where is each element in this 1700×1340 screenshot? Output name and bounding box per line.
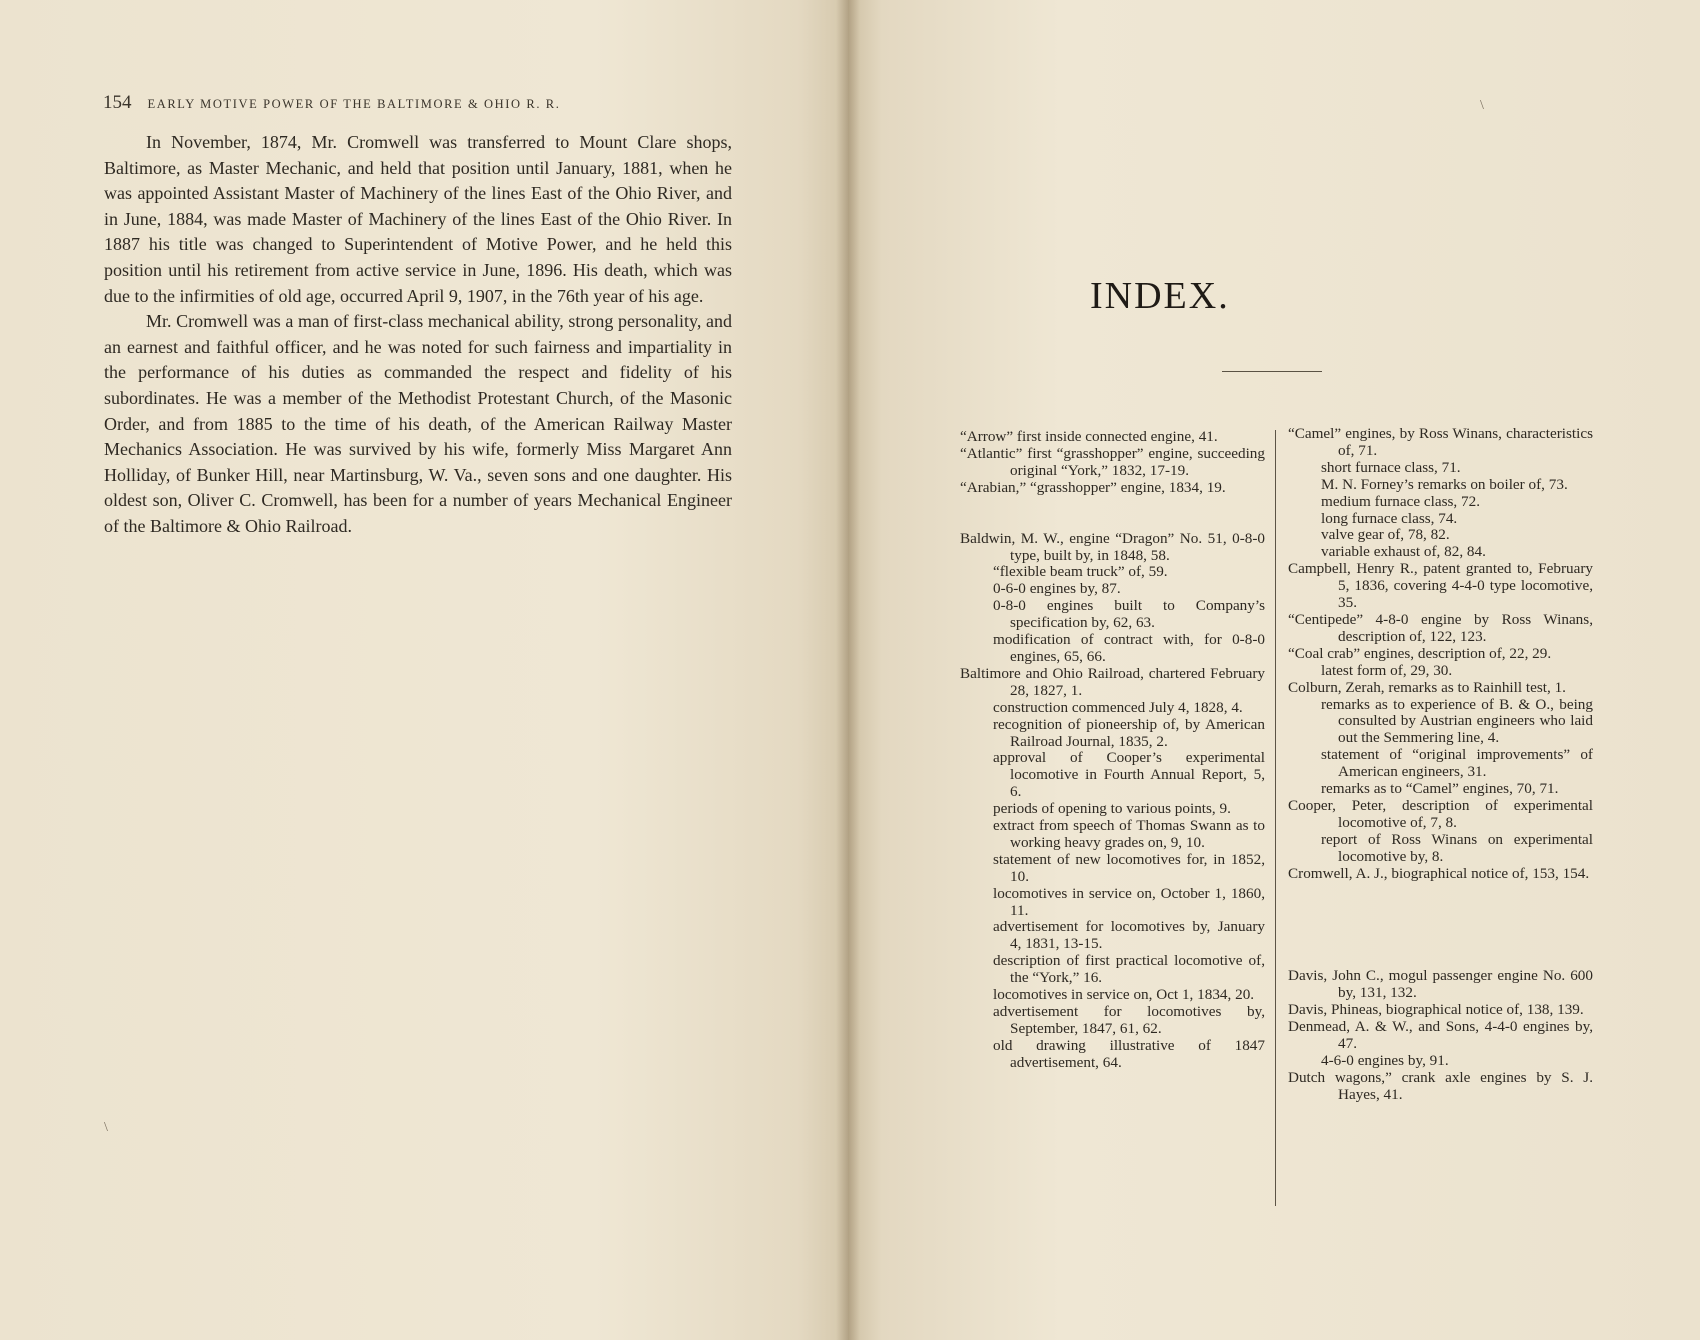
index-entry: Davis, John C., mogul passenger engine No. 600 by, 131, 132.: [1288, 967, 1593, 1002]
index-subentry: 0-6-0 engines by, 87.: [993, 580, 1121, 598]
index-entry: “Arabian,” “grasshopper” engine, 1834, 19.: [960, 478, 1226, 496]
index-subentry: long furnace class, 74.: [1321, 509, 1458, 527]
index-entry: Baltimore and Ohio Railroad, chartered February 28, 1827, 1.: [960, 664, 1265, 699]
index-entry: Denmead, A. & W., and Sons, 4-4-0 engines by, 47.: [1288, 1018, 1593, 1053]
index-column-1: [960, 429, 1265, 1072]
index-subentry: remarks as to experience of B. & O., being consulted by Austrian engineers who laid out the Semmering line, 4.: [1321, 695, 1593, 747]
index-title: INDEX.: [1090, 275, 1230, 317]
index-entry: “Coal crab” engines, description of, 22, 29.: [1288, 644, 1552, 662]
index-subentry: advertisement for locomotives by, September, 1847, 61, 62.: [993, 1003, 1265, 1037]
index-entry: Colburn, Zerah, remarks as to Rainhill test, 1.: [1288, 678, 1566, 696]
index-entry: Baldwin, M. W., engine “Dragon” No. 51, 0-8-0 type, built by, in 1848, 58.: [960, 529, 1265, 564]
index-entry: “Camel” engines, by Ross Winans, characteristics of, 71.: [1288, 425, 1593, 459]
paragraph: In November, 1874, Mr. Cromwell was transferred to Mount Clare shops, Baltimore, as Master Mechanic, and held that position until January, 1881, when he was appointed Assistant Master of Machinery of the lines East of the Ohio River, and in June, 1884, was made Master of Machinery of the lines East of the Ohio River. In 1887 his title was changed to Superintendent of Motive Power, and he held this position until his retirement from active service in June, 1896. His death, which was due to the infirmities of old age, occurred April 9, 1907, in the 76th year of his age.: [104, 132, 732, 306]
index-subentry: report of Ross Winans on experimental locomotive by, 8.: [1321, 830, 1593, 865]
index-subentry: periods of opening to various points, 9.: [993, 800, 1231, 818]
index-entry: Dutch wagons,” crank axle engines by S. J. Hayes, 41.: [1288, 1068, 1593, 1103]
index-subentry: approval of Cooper’s experimental locomotive in Fourth Annual Report, 5, 6.: [993, 749, 1265, 801]
index-subentry: statement of new locomotives for, in 1852, 10.: [993, 850, 1265, 885]
index-entry: Cromwell, A. J., biographical notice of, 153, 154.: [1288, 864, 1590, 882]
index-subentry: locomotives in service on, Oct 1, 1834, 20.: [993, 986, 1255, 1004]
index-subentry: extract from speech of Thomas Swann as to working heavy grades on, 9, 10.: [993, 817, 1265, 851]
column-divider: [1275, 430, 1276, 1206]
index-subentry: medium furnace class, 72.: [1321, 492, 1480, 510]
page-number: 154: [103, 92, 132, 113]
index-column-2: [1288, 426, 1593, 1104]
paragraph: Mr. Cromwell was a man of first-class mechanical ability, strong personality, and an earnest and faithful officer, and he was noted for such fairness and impartiality in the performance of his duties as commanded the respect and fidelity of his subordinates. He was a member of the Methodist Protestant Church, of the Masonic Order, and from 1885 to the time of his death, of the American Railway Master Mechanics Association. He was survived by his wife, formerly Miss Margaret Ann Holliday, of Bunker Hill, near Martinsburg, W. Va., seven sons and one daughter. His oldest son, Oliver C. Cromwell, has been for a number of years Mechanical Engineer of the Baltimore & Ohio Railroad.: [104, 311, 732, 536]
index-subentry: 4-6-0 engines by, 91.: [1321, 1052, 1449, 1069]
index-subentry: variable exhaust of, 82, 84.: [1321, 543, 1486, 561]
index-gap: [1288, 882, 1593, 968]
index-subentry: construction commenced July 4, 1828, 4.: [993, 698, 1243, 716]
index-entry: “Arrow” first inside connected engine, 41.: [960, 428, 1218, 445]
page-speck: \: [104, 1120, 108, 1135]
index-entry: “Centipede” 4-8-0 engine by Ross Winans, description of, 122, 123.: [1288, 610, 1593, 645]
index-subentry: advertisement for locomotives by, January 4, 1831, 13-15.: [993, 918, 1265, 953]
index-subentry: modification of contract with, for 0-8-0 engines, 65, 66.: [993, 631, 1265, 665]
index-entry: Cooper, Peter, description of experimental locomotive of, 7, 8.: [1288, 796, 1593, 831]
index-entry: “Atlantic” first “grasshopper” engine, succeeding original “York,” 1832, 17-19.: [960, 444, 1265, 479]
index-subentry: old drawing illustrative of 1847 advertisement, 64.: [993, 1036, 1265, 1071]
index-subentry: locomotives in service on, October 1, 1860, 11.: [993, 884, 1265, 919]
index-subentry: “flexible beam truck” of, 59.: [993, 563, 1168, 581]
running-title: EARLY MOTIVE POWER OF THE BALTIMORE & OHIO R. R.: [147, 97, 561, 111]
index-subentry: description of first practical locomotive of, the “York,” 16.: [993, 952, 1265, 987]
index-subentry: 0-8-0 engines built to Company’s specification by, 62, 63.: [993, 597, 1265, 632]
book-gutter: [836, 0, 860, 1340]
page-speck: \: [1480, 98, 1484, 113]
index-subentry: recognition of pioneership of, by American Railroad Journal, 1835, 2.: [993, 715, 1265, 750]
index-subentry: M. N. Forney’s remarks on boiler of, 73.: [1321, 475, 1568, 493]
title-rule: [1222, 371, 1322, 373]
left-page: [0, 0, 848, 1340]
index-subentry: valve gear of, 78, 82.: [1321, 526, 1450, 544]
index-subentry: statement of “original improvements” of American engineers, 31.: [1321, 746, 1593, 781]
body-text: [104, 130, 732, 540]
index-entry: Davis, Phineas, biographical notice of, 138, 139.: [1288, 1001, 1584, 1019]
index-subentry: latest form of, 29, 30.: [1321, 661, 1453, 679]
running-head: [103, 92, 733, 116]
index-entry: Campbell, Henry R., patent granted to, February 5, 1836, covering 4-4-0 type locomotive, 35.: [1288, 560, 1593, 612]
index-subentry: remarks as to “Camel” engines, 70, 71.: [1321, 780, 1559, 798]
index-gap: [960, 497, 1265, 531]
index-subentry: short furnace class, 71.: [1321, 458, 1461, 476]
